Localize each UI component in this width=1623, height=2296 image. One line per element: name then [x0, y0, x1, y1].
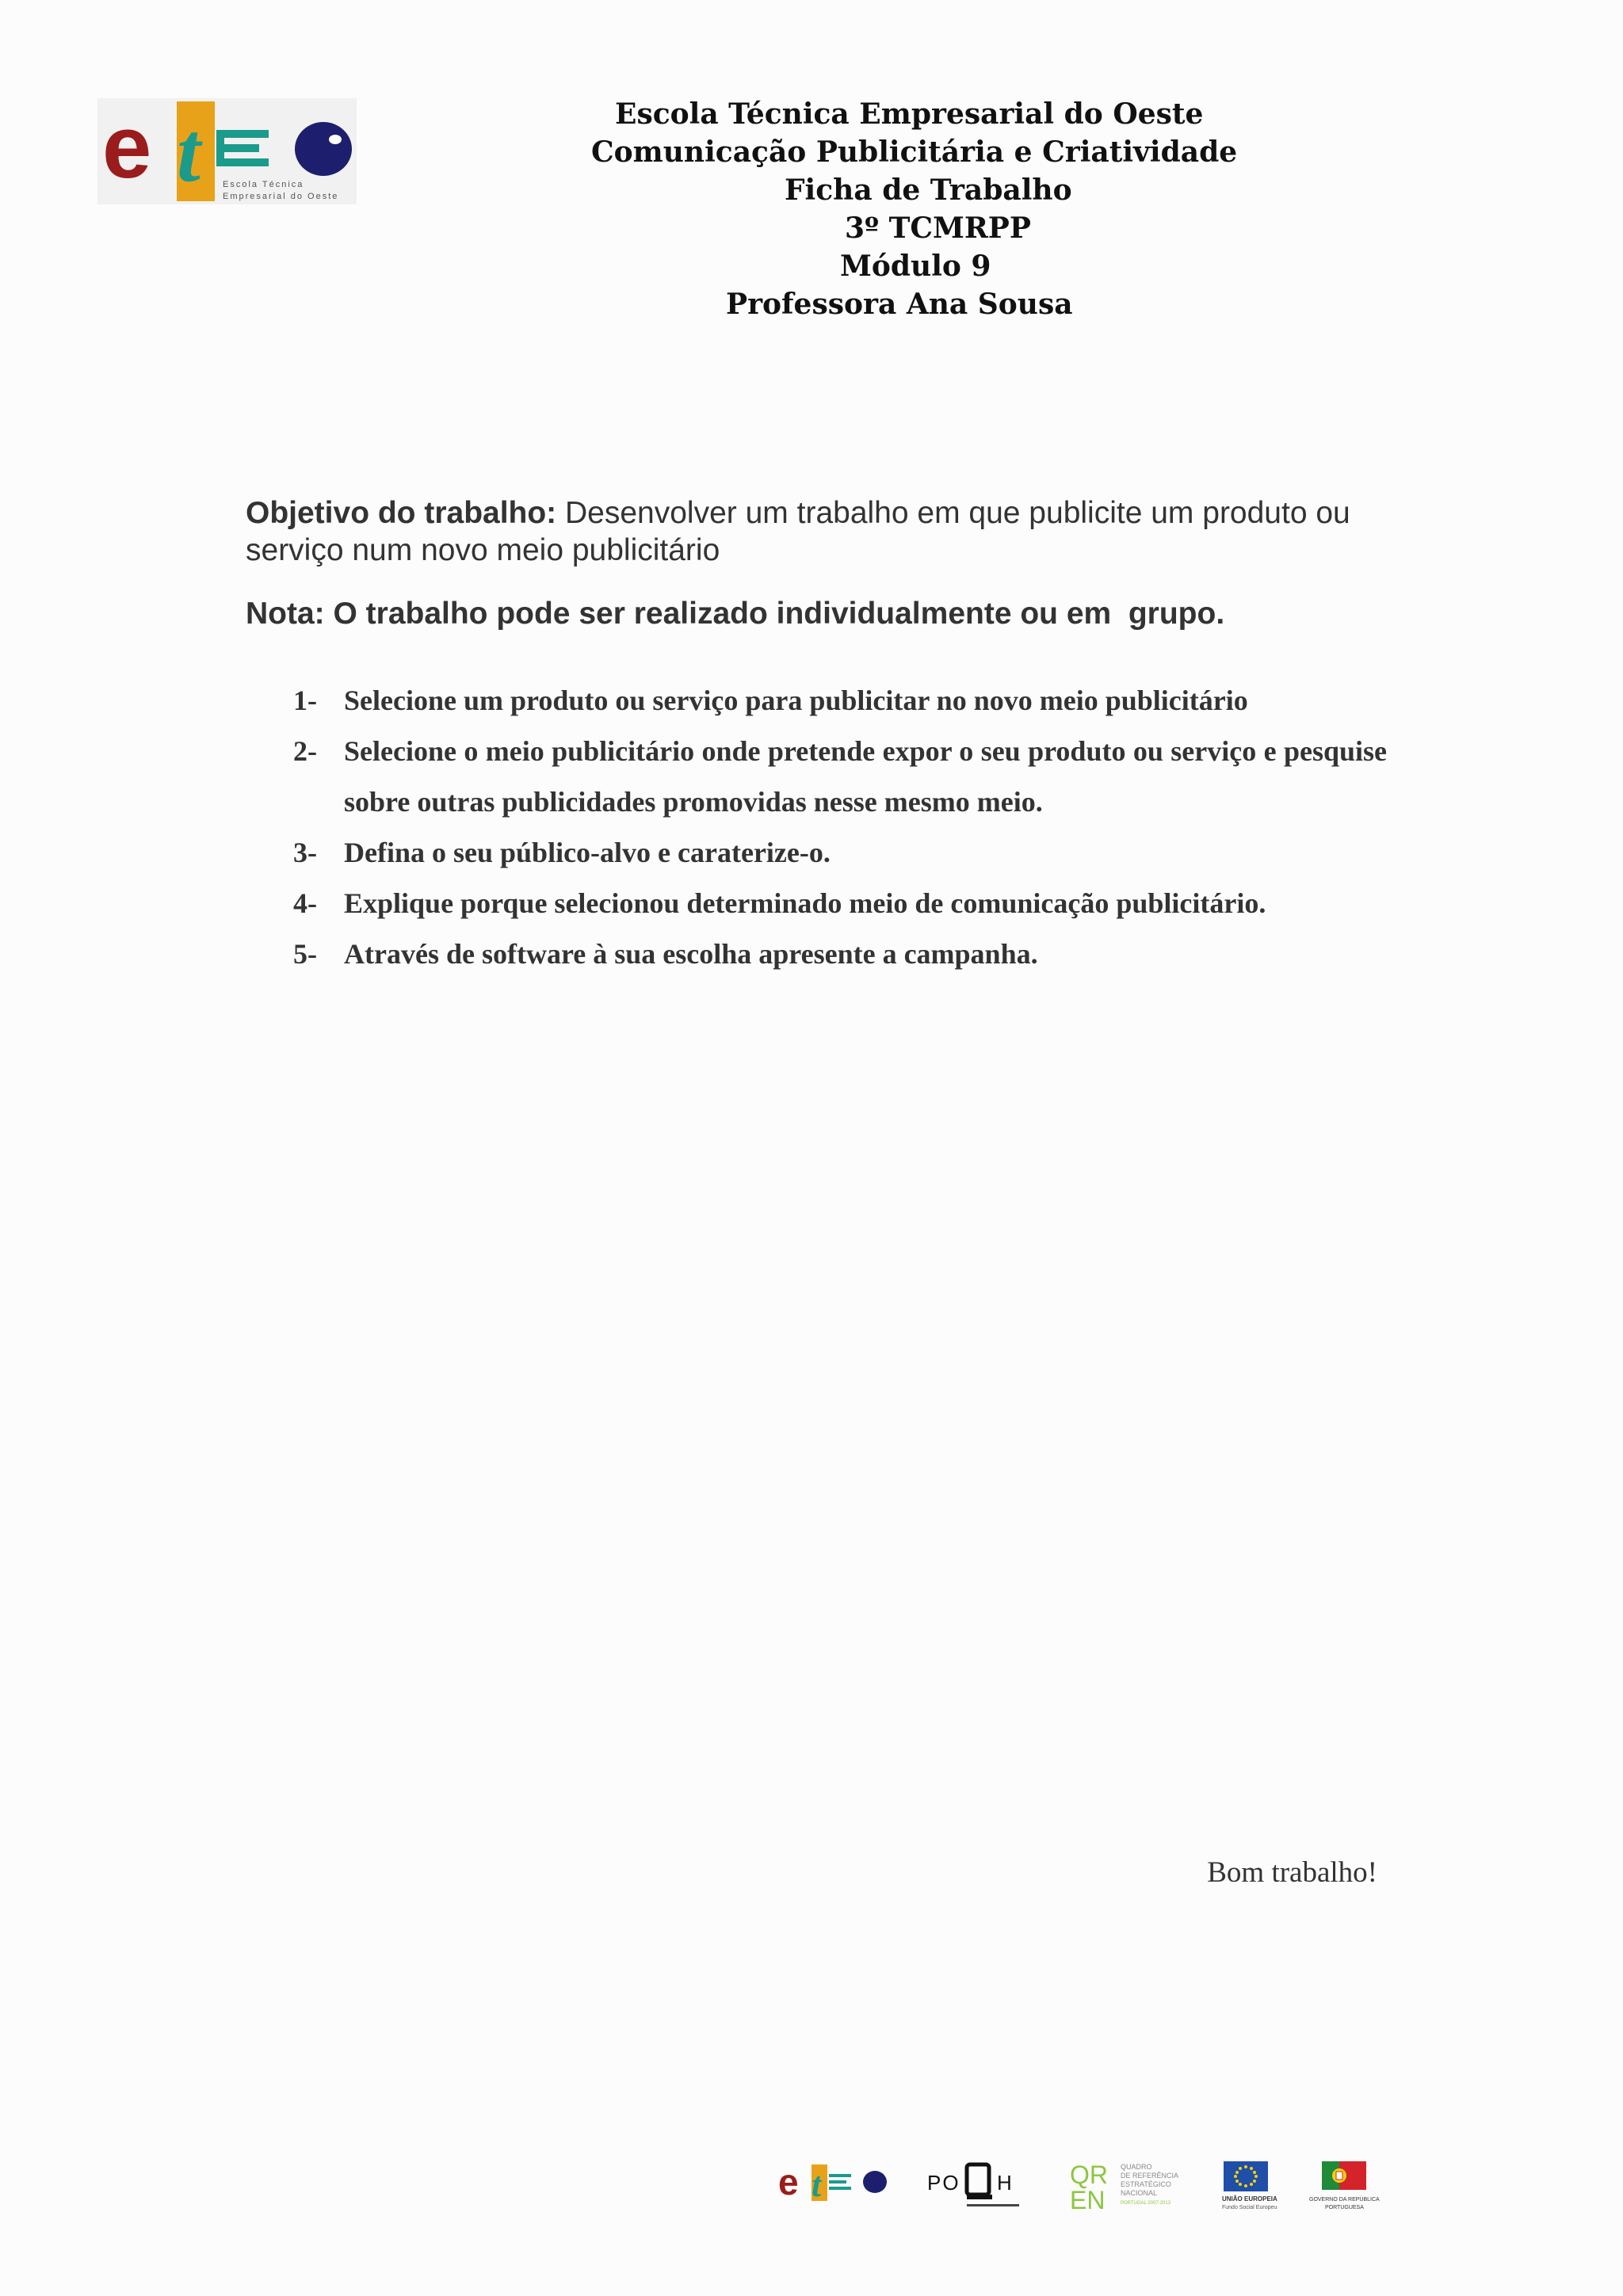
svg-text:H: H: [997, 2171, 1012, 2195]
task-text: Selecione um produto ou serviço para publicitar no novo meio publicitário: [344, 685, 1248, 716]
task-text: Defina o seu público-alvo e caraterize-o.: [344, 837, 831, 868]
svg-text:e: e: [778, 2163, 799, 2203]
list-item: [293, 929, 1387, 979]
list-item: [293, 878, 1387, 929]
portugal-gov-logo: [1308, 2160, 1381, 2212]
module-number: Módulo 9: [840, 250, 991, 283]
task-text: Explique porque selecionou determinado meio de comunicação publicitário.: [344, 887, 1266, 919]
svg-text:PORTUGUESA: PORTUGUESA: [1325, 2205, 1364, 2210]
svg-text:ESTRATÉGICO: ESTRATÉGICO: [1121, 2180, 1171, 2188]
worksheet-title: Ficha de Trabalho: [785, 174, 1072, 207]
closing-remark: Bom trabalho!: [1207, 1856, 1377, 1889]
eu-flag-logo: [1220, 2160, 1284, 2212]
task-text: Selecione o meio publicitário onde pretende expor o seu produto ou serviço e pesquise sobre outras publicidades promovidas nesse mesmo meio.: [344, 735, 1387, 818]
objective-text: Desenvolver um trabalho em que publicite um produto ou serviço num novo meio publicitário: [246, 496, 1350, 567]
objective-paragraph: [246, 494, 1387, 569]
task-number: 5-: [293, 938, 317, 970]
poph-logo: [926, 2160, 1024, 2209]
list-item: [293, 675, 1387, 726]
svg-text:Fundo Social Europeu: Fundo Social Europeu: [1222, 2205, 1277, 2210]
qren-logo: [1070, 2161, 1197, 2210]
svg-text:PO: PO: [927, 2171, 960, 2195]
svg-text:EN: EN: [1070, 2186, 1106, 2210]
school-name: Escola Técnica Empresarial do Oeste: [615, 97, 1204, 131]
svg-text:DE REFERÊNCIA: DE REFERÊNCIA: [1121, 2172, 1179, 2180]
list-item: [293, 726, 1387, 827]
document-header: [555, 95, 1244, 323]
list-item: [293, 827, 1387, 878]
note-paragraph: Nota: O trabalho pode ser realizado individualmente ou em grupo.: [246, 597, 1225, 631]
svg-text:Escola Técnica: Escola Técnica: [223, 180, 304, 189]
svg-text:NACIONAL: NACIONAL: [1121, 2189, 1158, 2197]
svg-text:UNIÃO EUROPEIA: UNIÃO EUROPEIA: [1222, 2195, 1277, 2203]
svg-text:QUADRO: QUADRO: [1121, 2163, 1152, 2171]
svg-text:e: e: [102, 98, 152, 196]
svg-text:Empresarial do Oeste: Empresarial do Oeste: [223, 192, 339, 201]
task-list: [293, 675, 1387, 979]
teacher-name: Professora Ana Sousa: [726, 288, 1073, 321]
svg-text:t: t: [177, 105, 201, 200]
objective-label: Objetivo do trabalho:: [246, 496, 557, 530]
task-text: Através de software à sua escolha apresente a campanha.: [344, 938, 1038, 970]
task-number: 2-: [293, 735, 317, 767]
task-number: 3-: [293, 837, 317, 868]
svg-text:t: t: [812, 2165, 822, 2203]
task-number: 1-: [293, 685, 317, 716]
svg-text:PORTUGAL 2007-2013: PORTUGAL 2007-2013: [1121, 2201, 1171, 2206]
svg-text:QR: QR: [1070, 2161, 1108, 2189]
course-name: Comunicação Publicitária e Criatividade: [591, 135, 1238, 169]
task-number: 4-: [293, 887, 317, 919]
etep-logo: [97, 98, 357, 204]
svg-text:GOVERNO DA REPÚBLICA: GOVERNO DA REPÚBLICA: [1309, 2197, 1380, 2203]
class-code: 3º TCMRPP: [845, 212, 1031, 245]
etep-footer-logo: [777, 2163, 889, 2203]
